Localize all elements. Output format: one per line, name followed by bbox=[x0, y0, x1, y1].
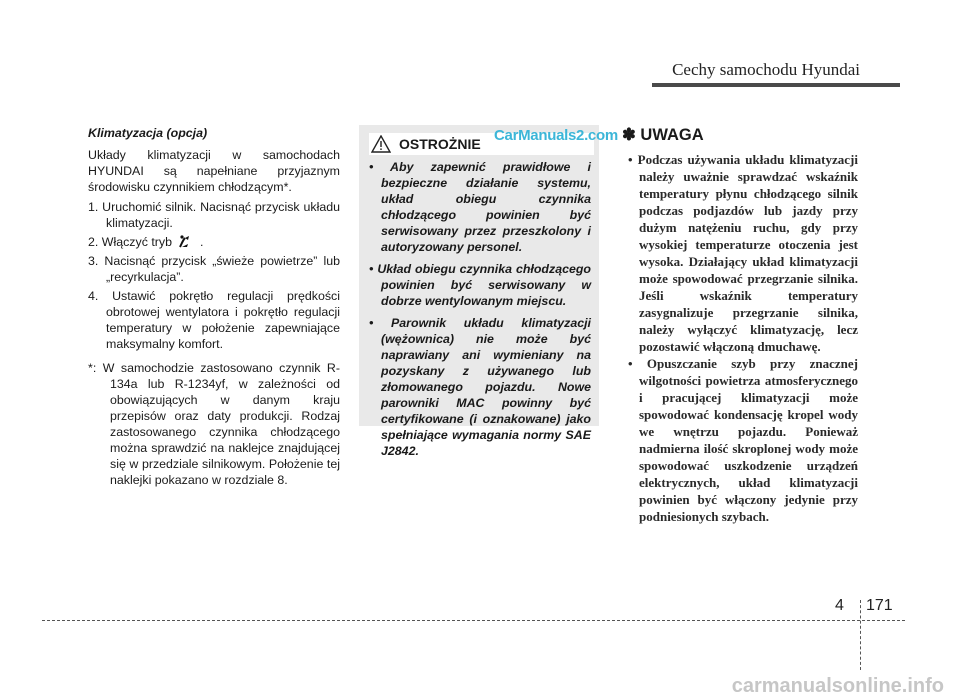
intro-paragraph: Układy klimatyzacji w samochodach HYUNDAI są napełniane przyjaznym środowisku czynnikiem chłodzącym*. bbox=[88, 148, 340, 194]
steps-list bbox=[88, 199, 340, 352]
notice-title: ✽ UWAGA bbox=[622, 126, 704, 144]
refrigerant-footnote: *: W samochodzie zastosowano czynnik R-134a lub R-1234yf, w zależności od obowiązujących w danym kraju przepisów oraz daty produkcji. Rodzaj zastosowanego czynnika chłodzącego można sprawdzić na naklejce znajdującej się w przedziale silnikowym. Położenie tej naklejki pokazano w rozdziale 8. bbox=[88, 361, 340, 487]
page-number: 171 bbox=[866, 597, 893, 614]
caution-item-3: • Parownik układu klimatyzacji (wężownica) nie może być naprawiany ani wymieniany na pozyskany z używanego lub złomowanego pojazdu. Nowe parowniki MAC powinny być certyfikowane (i oznakowane) jako spełniające wymagania normy SAE J2842. bbox=[369, 316, 591, 458]
step-3: 3. Nacisnąć przycisk „świeże powietrze” lub „recyrkulacja”. bbox=[88, 254, 340, 284]
face-floor-mode-icon bbox=[176, 234, 196, 248]
step-2-text: 2. Włączyć tryb bbox=[88, 235, 172, 249]
site-watermark: carmanualsonline.info bbox=[731, 675, 944, 697]
step-2 bbox=[88, 234, 340, 250]
caution-item-1: • Aby zapewnić prawidłowe i bezpieczne działanie systemu, układ obiegu czynnika chłodzącego powinien być serwisowany przez przeszkolony i autoryzowany personel. bbox=[369, 160, 591, 254]
caution-list bbox=[367, 159, 591, 465]
caution-title: OSTROŻNIE bbox=[399, 136, 481, 152]
step-1: 1. Uruchomić silnik. Nacisnąć przycisk układu klimatyzacji. bbox=[88, 200, 340, 230]
step-4: 4. Ustawić pokrętło regulacji prędkości obrotowej wentylatora i pokrętło regulacji temperatury w położenie zapewniające maksymalny komfort. bbox=[88, 289, 340, 351]
chapter-number: 4 bbox=[835, 597, 844, 614]
caution-box bbox=[359, 125, 618, 458]
footer-divider bbox=[42, 620, 905, 621]
caution-item-2: • Układ obiegu czynnika chłodzącego powinien być serwisowany w dobrze wentylowanym miejscu. bbox=[369, 262, 591, 308]
notice-column bbox=[622, 125, 858, 525]
step-2-suffix: . bbox=[200, 235, 204, 249]
header-bar bbox=[652, 83, 900, 87]
notice-list bbox=[622, 151, 858, 525]
notice-item-2: • Opuszczanie szyb przy znacznej wilgotności powietrza atmosferycznego i pracującej klimatyzacji może spowodować kondensację kropel wody we wnętrzu pojazdu. Ponieważ nadmierna ilość skroplonej wody może spowodować uszkodzenie urządzeń elektrycznych, układ klimatyzacji powinien być włączony jedynie przy podniesionych szybach. bbox=[628, 356, 858, 524]
section-heading: Klimatyzacja (opcja) bbox=[88, 126, 208, 140]
notice-item-1: • Podczas używania układu klimatyzacji należy uważnie sprawdzać wskaźnik temperatury płynu chłodzącego silnik podczas podjazdów lub jazdy przy dużym natężeniu ruchu, gdy przy wysokiej temperaturze otoczenia jest wysoka. Działający układ klimatyzacji może spowodować przegrzanie silnika. Jeśli wskaźnik temperatury zasygnalizuje przegrzanie silnika, należy wyłączyć klimatyzację, lecz pozostawić włączoną dmuchawę. bbox=[628, 152, 858, 354]
caution-header bbox=[369, 127, 618, 155]
page-number-separator bbox=[860, 600, 861, 670]
header-title: Cechy samochodu Hyundai bbox=[672, 60, 860, 79]
ac-instructions-column bbox=[88, 125, 340, 492]
warning-triangle-icon bbox=[371, 135, 391, 153]
carmanuals-watermark: CarManuals2.com bbox=[494, 127, 618, 144]
